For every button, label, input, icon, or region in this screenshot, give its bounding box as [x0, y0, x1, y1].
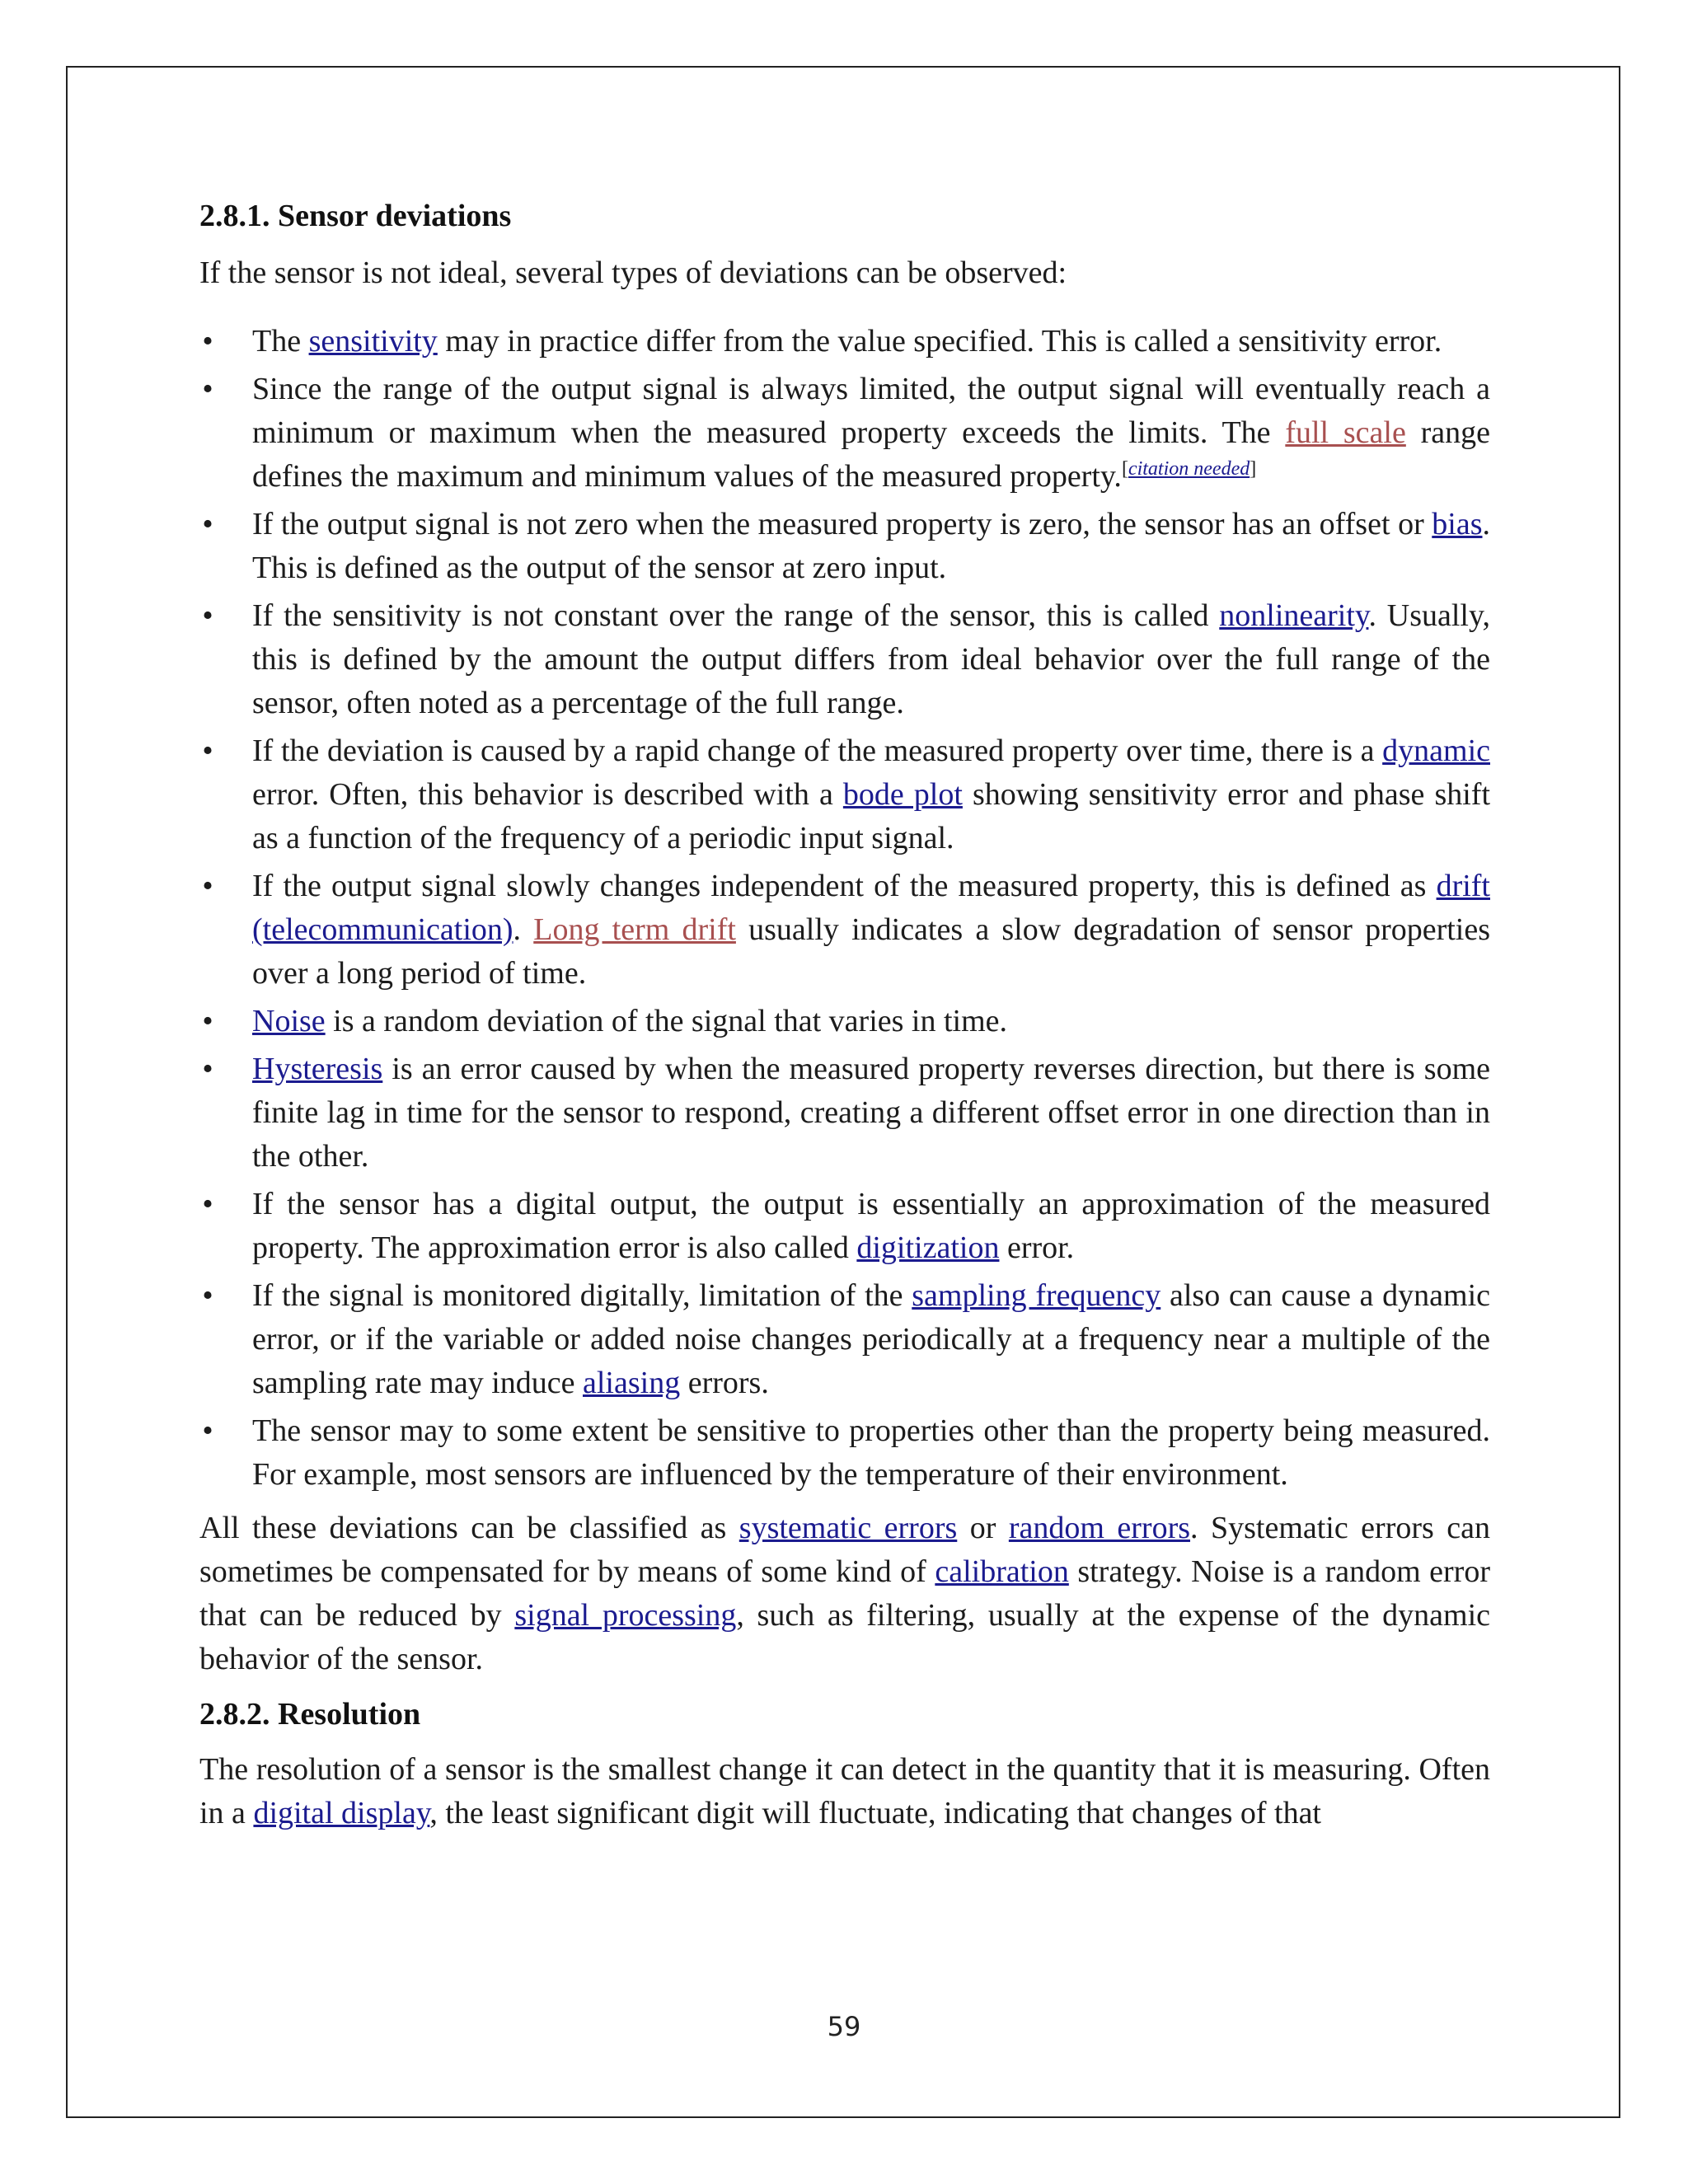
bullet-icon: • — [202, 1052, 213, 1086]
section-heading-sensor-deviations: 2.8.1. Sensor deviations — [199, 199, 512, 233]
bullet-icon: • — [202, 1004, 213, 1038]
page-number: 59 — [827, 2011, 861, 2042]
list-item: • If the sensitivity is not constant over the range of the sensor, this is called nonlinearity. Usually, this is defined by the amount the output differs from ideal behavior over the full range of the sensor, often noted as a percentage of the full range. — [199, 594, 1490, 725]
bullet-icon: • — [202, 1187, 213, 1221]
document-body — [199, 194, 1490, 1835]
bullet-icon: • — [202, 507, 213, 541]
list-item: • If the signal is monitored digitally, limitation of the sampling frequency also can cause a dynamic error, or if the variable or added noise changes periodically at a frequency near a multiple of the sampling rate may induce aliasing errors. — [199, 1274, 1490, 1405]
list-item: • Since the range of the output signal is always limited, the output signal will eventually reach a minimum or maximum when the measured property exceeds the limits. The full scale range defines the maximum and minimum values of the measured property.[citation needed] — [199, 368, 1490, 499]
link-signal-processing[interactable]: signal processing — [514, 1598, 737, 1633]
bullet-icon: • — [202, 372, 213, 406]
link-full-scale[interactable]: full scale — [1285, 415, 1406, 450]
citation-needed: [citation needed] — [1121, 458, 1257, 480]
link-noise[interactable]: Noise — [252, 1004, 326, 1038]
link-citation-needed[interactable]: citation needed — [1128, 458, 1250, 480]
link-dynamic[interactable]: dynamic — [1382, 733, 1490, 768]
link-long-term-drift[interactable]: Long term drift — [533, 912, 736, 947]
link-digitization[interactable]: digitization — [856, 1230, 1000, 1265]
link-random-errors[interactable]: random errors — [1008, 1511, 1191, 1545]
link-sensitivity[interactable]: sensitivity — [308, 324, 438, 359]
link-aliasing[interactable]: aliasing — [583, 1366, 681, 1400]
intro-paragraph: If the sensor is not ideal, several types of deviations can be observed: — [199, 255, 1067, 290]
link-sampling-frequency[interactable]: sampling frequency — [912, 1278, 1161, 1313]
list-item: • The sensitivity may in practice differ from the value specified. This is called a sensitivity error. — [199, 320, 1490, 363]
bullet-icon: • — [202, 1413, 213, 1448]
link-calibration[interactable]: calibration — [935, 1554, 1069, 1589]
link-systematic-errors[interactable]: systematic errors — [738, 1511, 958, 1545]
bullet-icon: • — [202, 598, 213, 633]
section-heading-resolution: 2.8.2. Resolution — [199, 1697, 421, 1732]
list-item: • The sensor may to some extent be sensitive to properties other than the property being measured. For example, most sensors are influenced by the temperature of their environment. — [199, 1409, 1490, 1497]
list-item: • If the deviation is caused by a rapid change of the measured property over time, there is a dynamic error. Often, this behavior is described with a bode plot showing sensitivity error and phase shift as a function of the frequency of a periodic input signal. — [199, 729, 1490, 860]
list-item: • If the sensor has a digital output, the output is essentially an approximation of the measured property. The approximation error is also called digitization error. — [199, 1183, 1490, 1270]
resolution-paragraph: The resolution of a sensor is the smallest change it can detect in the quantity that it is measuring. Often in a digital display, the least significant digit will fluctuate, indicating that changes of that — [199, 1752, 1490, 1830]
bullet-icon: • — [202, 733, 213, 768]
link-hysteresis[interactable]: Hysteresis — [252, 1052, 383, 1086]
deviations-list — [199, 320, 1490, 1497]
link-bode-plot[interactable]: bode plot — [842, 777, 963, 812]
link-drift-telecommunication[interactable]: drift (telecommunication) — [252, 869, 1490, 947]
link-digital-display[interactable]: digital display — [253, 1796, 430, 1830]
list-item: • Hysteresis is an error caused by when the measured property reverses direction, but there is some finite lag in time for the sensor to respond, creating a different offset error in one direction than in the other. — [199, 1047, 1490, 1179]
list-item: • Noise is a random deviation of the signal that varies in time. — [199, 1000, 1490, 1043]
list-item: • If the output signal slowly changes independent of the measured property, this is defined as drift (telecommunication). Long term drift usually indicates a slow degradation of sensor properties over a long period of time. — [199, 865, 1490, 996]
bullet-icon: • — [202, 869, 213, 903]
link-bias[interactable]: bias — [1432, 507, 1483, 541]
link-nonlinearity[interactable]: nonlinearity — [1219, 598, 1369, 633]
bullet-icon: • — [202, 324, 213, 359]
summary-paragraph: All these deviations can be classified as systematic errors or random errors. Systematic errors can sometimes be compensated for by means of some kind of calibration strategy. Noise is a random error that can be reduced by signal processing, such as filtering, usually at the expense of the dynamic behavior of the sensor. — [199, 1511, 1490, 1676]
list-item: • If the output signal is not zero when the measured property is zero, the sensor has an offset or bias. This is defined as the output of the sensor at zero input. — [199, 503, 1490, 590]
bullet-icon: • — [202, 1278, 213, 1313]
